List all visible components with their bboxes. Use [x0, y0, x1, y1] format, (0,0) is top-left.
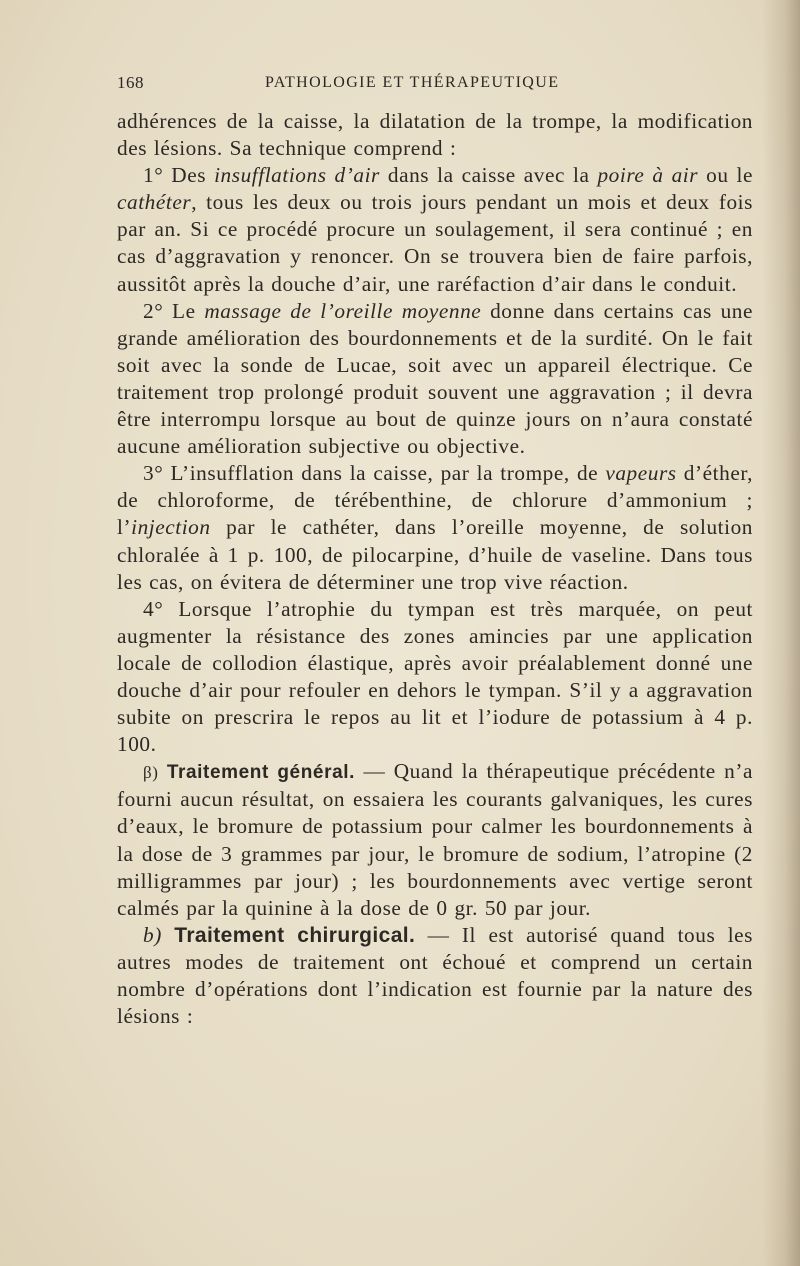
text-run: 3° L’insufflation dans la caisse, par la trompe, de: [143, 461, 606, 486]
text-run: 2° Le: [143, 298, 205, 323]
section-traitement-general: [117, 758, 753, 922]
italic-term: insufflations d’air: [214, 163, 380, 188]
paragraph-text: — Il est autorisé quand tous les autres modes de traitement ont échoué et comprend un certain nombre d’opérations dont l’indication est fournie par la nature des lésions :: [117, 922, 754, 1029]
section-marker: b): [143, 922, 162, 947]
page-number: 168: [117, 73, 144, 92]
running-title: PATHOLOGIE ET THÉRAPEUTIQUE: [265, 74, 560, 91]
paragraph-text: adhérences de la caisse, la dilatation de la trompe, la modification des lésions. Sa technique comprend :: [117, 109, 753, 161]
paragraph-item-3: [117, 460, 753, 595]
section-traitement-chirurgical: [117, 922, 753, 1030]
paragraph-continuation: [117, 108, 753, 162]
italic-term: massage de l’oreille moyenne: [204, 298, 482, 323]
paragraph-text: 4° Lorsque l’atrophie du tympan est très marquée, on peut augmenter la résistance des zones amincies par une application locale de collodion élastique, après avoir préalablement donné une douche d’air pour refouler en dehors le tympan. S’il y a aggravation subite on prescrira le repos au lit et l’iodure de potassium à 4 p. 100.: [117, 596, 753, 757]
paragraph-item-4: [117, 596, 753, 759]
text-run: d’éther, de chloroforme, de térébenthine, de chlorure d’ammonium ; l’: [117, 461, 753, 540]
text-run: dans la caisse avec la: [379, 163, 598, 188]
italic-term: poire à air: [597, 163, 699, 188]
text-run: par le cathéter, dans l’oreille moyenne, de solution chloralée à 1 p. 100, de pilocarpine, d’huile de vaseline. Dans tous les cas, on évitera de déterminer une trop vive réaction.: [117, 515, 753, 594]
paragraph-item-1: [117, 162, 753, 297]
body-text: [117, 108, 753, 1030]
italic-term: cathéter: [117, 190, 192, 215]
paragraph-text: — Quand la thérapeutique précédente n’a fourni aucun résultat, on essaiera les courants galvaniques, les cures d’eaux, le bromure de potassium pour calmer les bourdonnements à la dose de 3 grammes par jour, le bromure de sodium, l’atropine (2 milligrammes par jour) ; les bourdonnements avec vertige seront calmés par la quinine à la dose de 0 gr. 50 par jour.: [117, 759, 753, 920]
italic-term: injection: [131, 515, 211, 540]
section-marker: β): [143, 763, 159, 783]
text-run: 1° Des: [143, 163, 215, 188]
italic-term: vapeurs: [605, 461, 677, 486]
page-header: [117, 73, 753, 99]
paragraph-item-2: [117, 298, 753, 461]
text-run: , tous les deux ou trois jours pendant un mois et deux fois par an. Si ce procédé procure un soulagement, il sera continué ; en cas d’aggravation y renoncer. On se trouvera bien de faire parfois, aussitôt après la douche d’air, une raréfaction d’air dans le conduit.: [117, 190, 753, 296]
spine-shadow: [762, 0, 800, 1266]
section-heading: Traitement général.: [166, 762, 356, 784]
text-run: ou le: [698, 163, 753, 188]
section-heading: Traitement chirurgical.: [174, 923, 416, 947]
text-run: donne dans certains cas une grande amélioration des bourdonnements et de la surdité. On le fait soit avec la sonde de Lucae, soit avec un appareil électrique. Ce traitement trop prolongé produit souvent une aggravation ; il devra être interrompu lorsque au bout de quinze jours on n’aura constaté aucune amélioration subjective ou objective.: [117, 298, 753, 459]
